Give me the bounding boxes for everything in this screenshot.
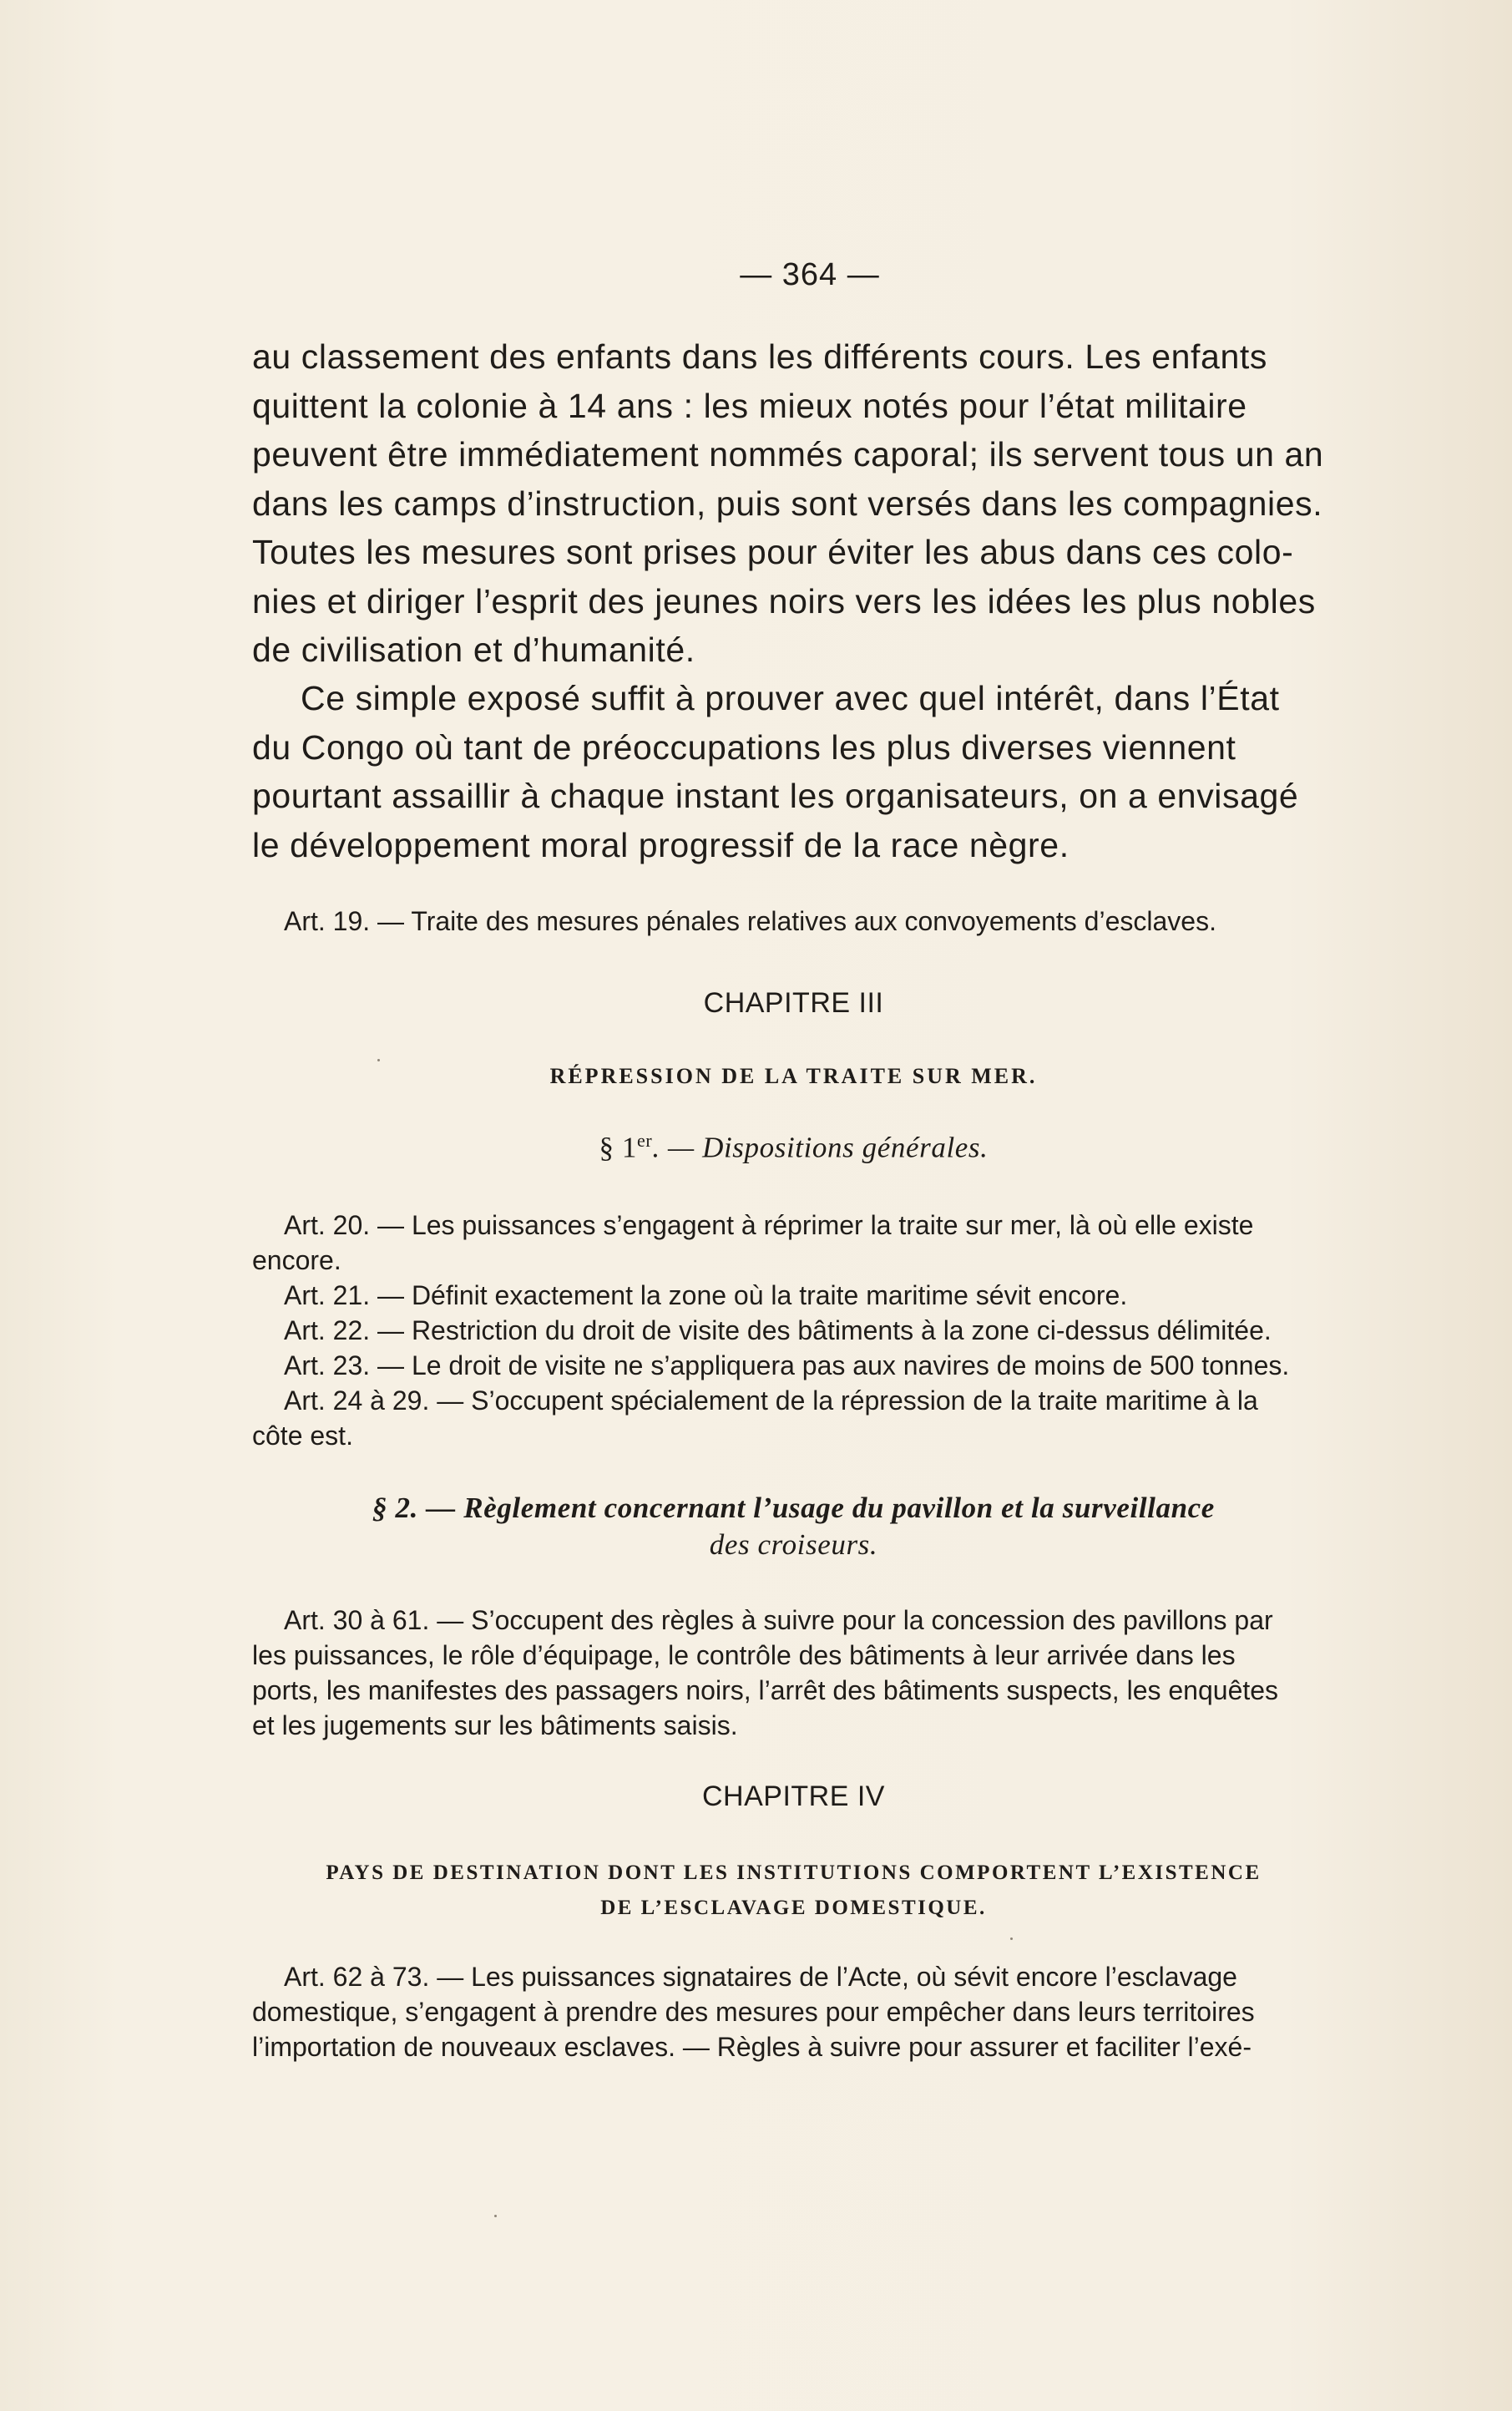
article-30-61: Art. 30 à 61. — S’occupent des règles à suivre pour la concession des pavillons par	[284, 1605, 1273, 1635]
paragraph-line: dans les camps d’instruction, puis sont versés dans les compagnies.	[252, 484, 1323, 523]
section-2-heading-line-1: § 2. — Règlement concernant l’usage du pavillon et la surveillance	[372, 1492, 1215, 1524]
paragraph-line: pourtant assaillir à chaque instant les organisateurs, on a envisagé	[252, 777, 1299, 815]
chapter-3-title: CHAPITRE III	[703, 987, 884, 1019]
paragraph-line: Ce simple exposé suffit à prouver avec quel intérêt, dans l’État	[301, 679, 1280, 717]
section-sup: er	[637, 1130, 653, 1151]
paper-speck	[377, 1059, 380, 1061]
paragraph-line: peuvent être immédiatement nommés caporal; ils servent tous un an	[252, 435, 1324, 474]
article-21: Art. 21. — Définit exactement la zone où la traite maritime sévit encore.	[284, 1280, 1128, 1310]
paragraph-line: nies et diriger l’esprit des jeunes noirs vers les idées les plus nobles	[252, 581, 1316, 620]
article-20-cont: encore.	[252, 1245, 341, 1275]
section-1-heading	[252, 1130, 1335, 1165]
chapter-4-subtitle-line-1: PAYS DE DESTINATION DONT LES INSTITUTIONS COMPORTENT L’EXISTENCE	[326, 1861, 1262, 1884]
paragraph-line: du Congo où tant de préoccupations les plus diverses viennent	[252, 727, 1236, 767]
section-symbol: § 1	[599, 1131, 638, 1164]
article-30-61-line: les puissances, le rôle d’équipage, le contrôle des bâtiments à leur arrivée dans les	[252, 1640, 1236, 1670]
paper-speck	[494, 2215, 497, 2217]
article-23: Art. 23. — Le droit de visite ne s’appliquera pas aux navires de moins de 500 tonnes.	[284, 1350, 1290, 1380]
paragraph-2	[252, 674, 1335, 869]
paper-speck	[1010, 1937, 1013, 1940]
paragraph-line: Toutes les mesures sont prises pour éviter les abus dans ces colo-	[252, 533, 1294, 571]
paragraph-line: quittent la colonie à 14 ans : les mieux notés pour l’état militaire	[252, 386, 1247, 425]
section-2-heading-line-2: des croiseurs.	[709, 1528, 878, 1561]
article-24-29: Art. 24 à 29. — S’occupent spécialement de la répression de la traite maritime à la	[284, 1385, 1258, 1416]
paragraph-1	[252, 332, 1335, 675]
article-62-73: Art. 62 à 73. — Les puissances signataires de l’Acte, où sévit encore l’esclavage	[284, 1962, 1237, 1992]
chapter-3-subtitle: RÉPRESSION DE LA TRAITE SUR MER.	[549, 1064, 1038, 1088]
section-1-title: . — Dispositions générales.	[652, 1131, 989, 1164]
chapter-4-subtitle-line-2: DE L’ESCLAVAGE DOMESTIQUE.	[600, 1897, 987, 1919]
article-30-61-line: et les jugements sur les bâtiments saisis.	[252, 1710, 738, 1740]
page-number: — 364 —	[740, 257, 880, 292]
paragraph-line: le développement moral progressif de la race nègre.	[252, 825, 1070, 864]
article-22: Art. 22. — Restriction du droit de visite des bâtiments à la zone ci-dessus délimitée.	[284, 1315, 1272, 1345]
article-30-61-line: ports, les manifestes des passagers noirs, l’arrêt des bâtiments suspects, les enquêtes	[252, 1675, 1279, 1705]
article-19: Art. 19. — Traite des mesures pénales relatives aux convoyements d’esclaves.	[284, 906, 1216, 936]
article-62-73-line: domestique, s’engagent à prendre des mesures pour empêcher dans leurs territoires	[252, 1997, 1255, 2027]
article-20: Art. 20. — Les puissances s’engagent à réprimer la traite sur mer, là où elle existe	[284, 1210, 1254, 1240]
article-62-73-line: l’importation de nouveaux esclaves. — Règles à suivre pour assurer et faciliter l’exé-	[252, 2032, 1252, 2062]
article-24-29-cont: côte est.	[252, 1421, 353, 1451]
paragraph-line: au classement des enfants dans les différents cours. Les enfants	[252, 337, 1267, 376]
chapter-4-title: CHAPITRE IV	[702, 1780, 885, 1812]
paragraph-line: de civilisation et d’humanité.	[252, 631, 695, 669]
